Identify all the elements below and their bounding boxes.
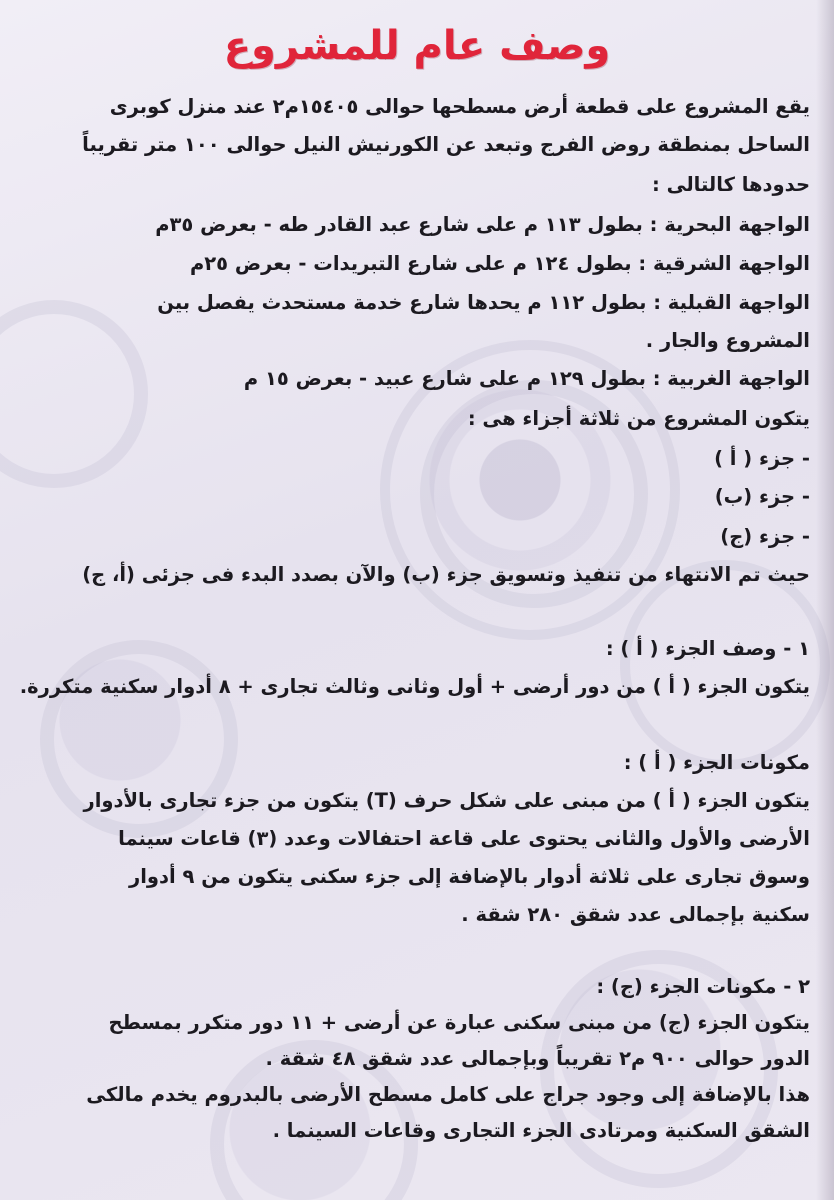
page-title: وصف عام للمشروع bbox=[223, 23, 611, 69]
page-edge-shadow bbox=[816, 0, 834, 1200]
text-line: يقع المشروع على قطعة أرض مسطحها حوالى ١٥٤٠٥م٢ عند منزل كوبرى bbox=[109, 95, 810, 118]
text-line: المشروع والجار . bbox=[645, 329, 810, 352]
list-item: - جزء ( أ ) bbox=[714, 447, 810, 470]
text-line: يتكون الجزء ( أ ) من مبنى على شكل حرف (T) يتكون من جزء تجارى بالأدوار bbox=[83, 789, 810, 812]
text-line: وسوق تجارى على ثلاثة أدوار بالإضافة إلى جزء سكنى يتكون من ٩ أدوار bbox=[129, 865, 810, 888]
text-line: الساحل بمنطقة روض الفرج وتبعد عن الكورنيش النيل حوالى ١٠٠ متر تقريباً bbox=[82, 133, 810, 156]
section-heading: ٢ - مكونات الجزء (ج) : bbox=[596, 975, 810, 998]
list-item: - جزء (ب) bbox=[714, 485, 810, 508]
text-line: حيث تم الانتهاء من تنفيذ وتسويق جزء (ب) والآن بصدد البدء فى جزئى (أ، ج) bbox=[82, 563, 810, 586]
text-line: حدودها كالتالى : bbox=[652, 173, 810, 196]
text-line: الدور حوالى ٩٠٠ م٢ تقريباً وبإجمالى عدد شقق ٤٨ شقة . bbox=[265, 1047, 810, 1070]
text-line: الواجهة الشرقية : بطول ١٢٤ م على شارع التبريدات - بعرض ٢٥م bbox=[189, 252, 810, 275]
section-heading: ١ - وصف الجزء ( أ ) : bbox=[605, 637, 810, 660]
text-line: الواجهة الغربية : بطول ١٢٩ م على شارع عبيد - بعرض ١٥ م bbox=[243, 367, 810, 390]
text-line: الواجهة القبلية : بطول ١١٢ م يحدها شارع خدمة مستحدث يفصل بين bbox=[157, 291, 810, 314]
background-swirl bbox=[0, 300, 148, 488]
section-heading: مكونات الجزء ( أ ) : bbox=[623, 751, 810, 774]
text-line: يتكون المشروع من ثلاثة أجزاء هى : bbox=[467, 407, 810, 430]
text-line: هذا بالإضافة إلى وجود جراج على كامل مسطح الأرضى بالبدروم يخدم مالكى bbox=[86, 1083, 810, 1106]
text-line: الشقق السكنية ومرتادى الجزء التجارى وقاعات السينما . bbox=[272, 1119, 810, 1142]
list-item: - جزء (ج) bbox=[720, 525, 810, 548]
text-line: يتكون الجزء (ج) من مبنى سكنى عبارة عن أرضى + ١١ دور متكرر بمسطح bbox=[108, 1011, 810, 1034]
text-line: الأرضى والأول والثانى يحتوى على قاعة احتفالات وعدد (٣) قاعات سينما bbox=[118, 827, 810, 850]
text-line: سكنية بإجمالى عدد شقق ٢٨٠ شقة . bbox=[461, 903, 810, 926]
text-line: الواجهة البحرية : بطول ١١٣ م على شارع عبد القادر طه - بعرض ٣٥م bbox=[155, 213, 810, 236]
text-line: يتكون الجزء ( أ ) من دور أرضى + أول وثانى وثالث تجارى + ٨ أدوار سكنية متكررة. bbox=[19, 675, 810, 698]
